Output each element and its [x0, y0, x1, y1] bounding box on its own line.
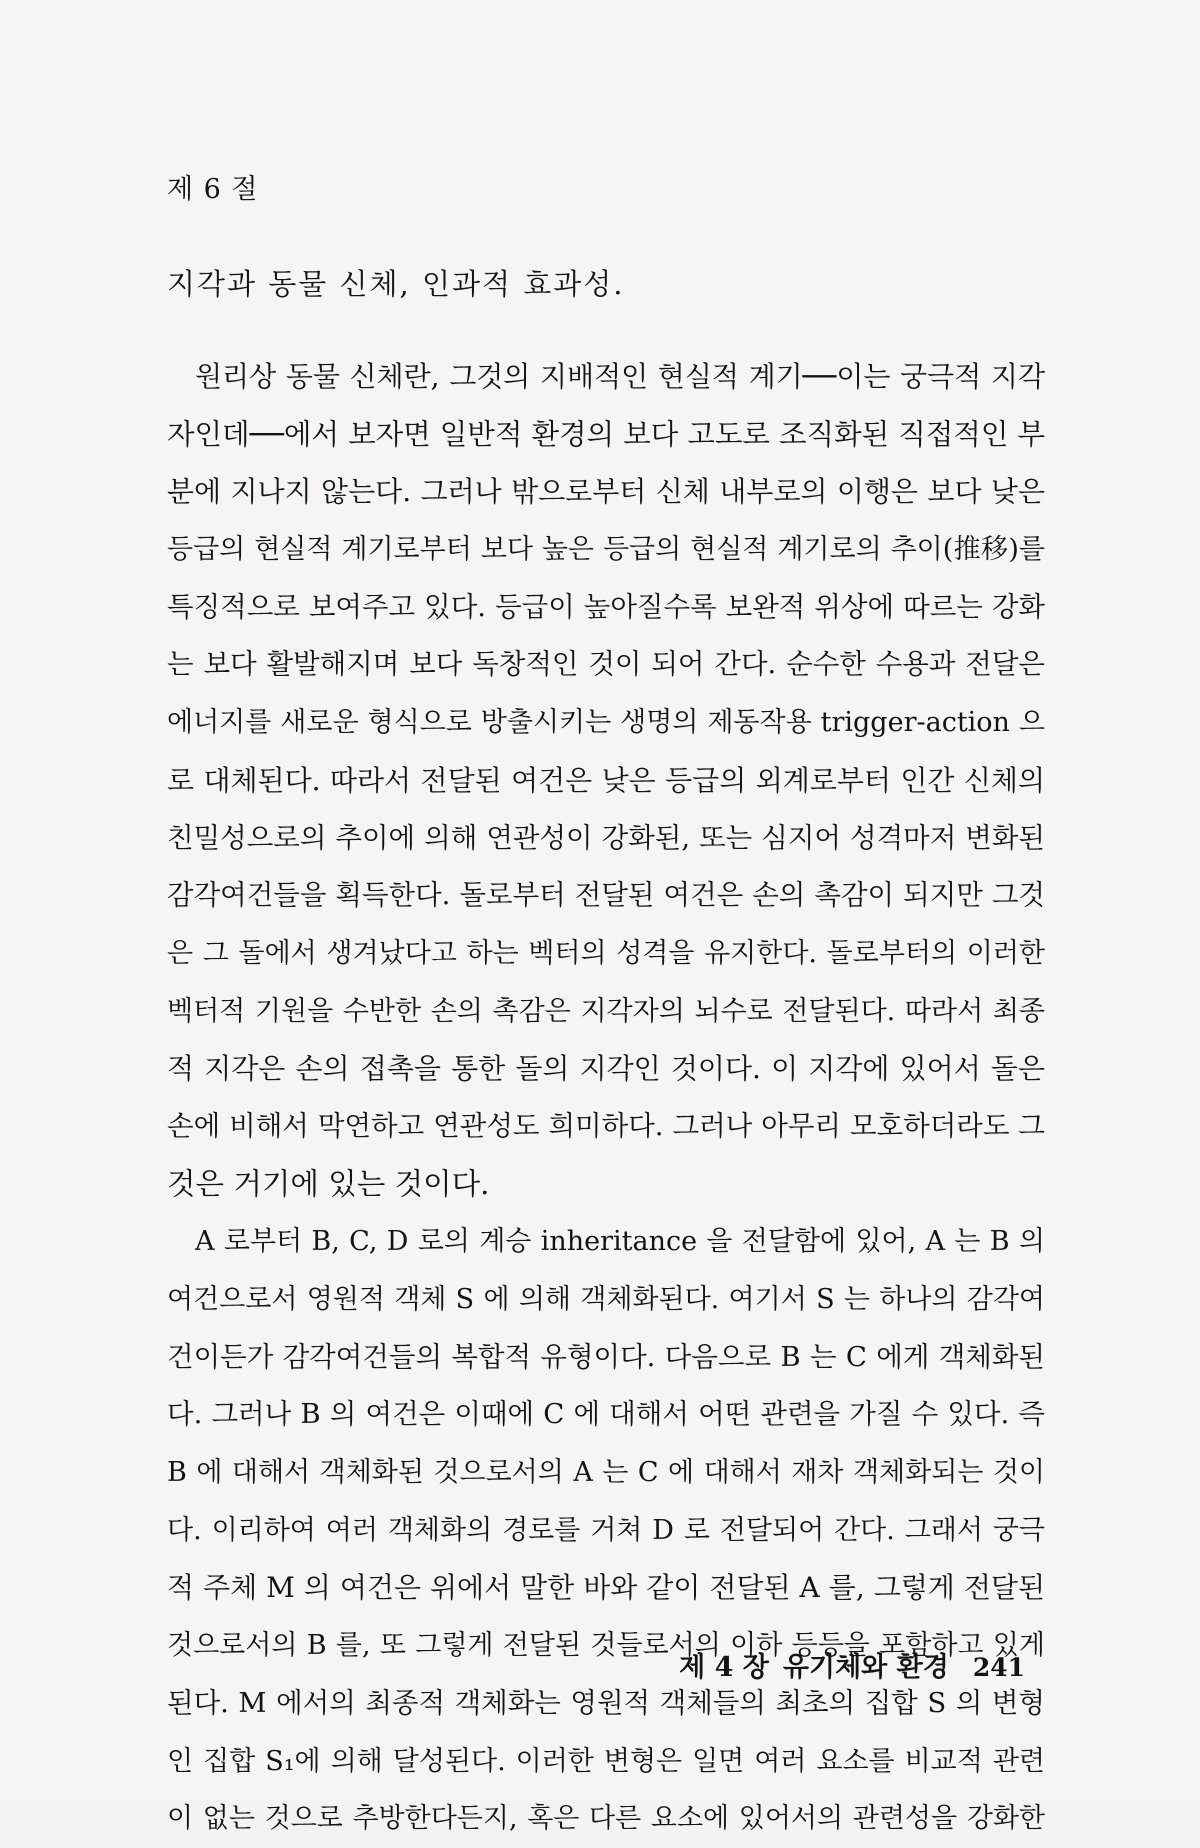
text-line: 로 대체된다. 따라서 전달된 여건은 낮은 등급의 외계로부터 인간 신체의 [167, 763, 1045, 797]
text-line: 된다. M 에서의 최종적 객체화는 영원적 객체들의 최초의 집합 S 의 변형 [167, 1686, 1045, 1719]
text-line: 분에 지나지 않는다. 그러나 밖으로부터 신체 내부로의 이행은 보다 낮은 [167, 475, 1045, 509]
text-line: 다. 이리하여 여러 객체화의 경로를 거쳐 D 로 전달되어 간다. 그래서 궁극 [167, 1514, 1045, 1546]
text-line: 이 없는 것으로 추방한다든지, 혹은 다른 요소에 있어서의 관련성을 강화한 [167, 1803, 1045, 1835]
section-heading: 제 6 절 [167, 174, 259, 205]
text-line: 특징적으로 보여주고 있다. 등급이 높아질수록 보완적 위상에 따르는 강화 [167, 590, 1045, 623]
section-title: 지각과 동물 신체, 인과적 효과성. [167, 267, 625, 301]
text-line: 것으로서의 B 를, 또 그렇게 전달된 것들로서의 이하 등등을 포함하고 있게 [167, 1630, 1045, 1662]
page-footer [665, 1645, 1025, 1684]
text-line: A 로부터 B, C, D 로의 계승 inheritance 을 전달함에 있어, A 는 B 의 [195, 1226, 1045, 1258]
page-number: 241 [972, 1653, 1025, 1682]
text-line: B 에 대해서 객체화된 것으로서의 A 는 C 에 대해서 재차 객체화되는 것이 [167, 1457, 1045, 1489]
chapter-title: 유기체와 환경 [782, 1652, 949, 1683]
text-line: 은 그 돌에서 생겨났다고 하는 벡터의 성격을 유지한다. 돌로부터의 이러한 [167, 937, 1045, 969]
text-line: 건이든가 감각여건들의 복합적 유형이다. 다음으로 B 는 C 에게 객체화된 [167, 1340, 1045, 1373]
body-text [167, 348, 1045, 1848]
text-line: 감각여건들을 획득한다. 돌로부터 전달된 여건은 손의 촉감이 되지만 그것 [167, 879, 1045, 912]
text-line: 에너지를 새로운 형식으로 방출시키는 생명의 제동작용 trigger-action 으 [167, 707, 1045, 739]
text-line: 여건으로서 영원적 객체 S 에 의해 객체화된다. 여기서 S 는 하나의 감각여 [167, 1284, 1045, 1315]
text-line: 적 지각은 손의 접촉을 통한 돌의 지각인 것이다. 이 지각에 있어서 돌은 [167, 1052, 1045, 1086]
text-line: 원리상 동물 신체란, 그것의 지배적인 현실적 계기──이는 궁극적 지각 [195, 360, 1045, 393]
text-line: 인 집합 S₁에 의해 달성된다. 이러한 변형은 일면 여러 요소를 비교적 관련 [167, 1745, 1045, 1777]
text-line: 것은 거기에 있는 것이다. [167, 1166, 490, 1201]
text-line: 친밀성으로의 추이에 의해 연관성이 강화된, 또는 심지어 성격마저 변화된 [167, 821, 1045, 854]
text-line: 다. 그러나 B 의 여건은 이때에 C 에 대해서 어떤 관련을 가질 수 있다. 즉 [167, 1398, 1045, 1431]
text-line: 적 주체 M 의 여건은 위에서 말한 바와 같이 전달된 A 를, 그렇게 전달된 [167, 1571, 1045, 1605]
text-line: 는 보다 활발해지며 보다 독창적인 것이 되어 간다. 순수한 수용과 전달은 [167, 648, 1045, 681]
text-line: 손에 비해서 막연하고 연관성도 희미하다. 그러나 아무리 모호하더라도 그 [167, 1109, 1045, 1142]
text-line: 등급의 현실적 계기로부터 보다 높은 등급의 현실적 계기로의 추이(推移)를 [167, 534, 1045, 566]
chapter-label: 제 4 장 [679, 1652, 769, 1683]
text-line: 자인데──에서 보자면 일반적 환경의 보다 고도로 조직화된 직접적인 부 [167, 417, 1045, 451]
text-line: 벡터적 기원을 수반한 손의 촉감은 지각자의 뇌수로 전달된다. 따라서 최종 [167, 995, 1045, 1027]
